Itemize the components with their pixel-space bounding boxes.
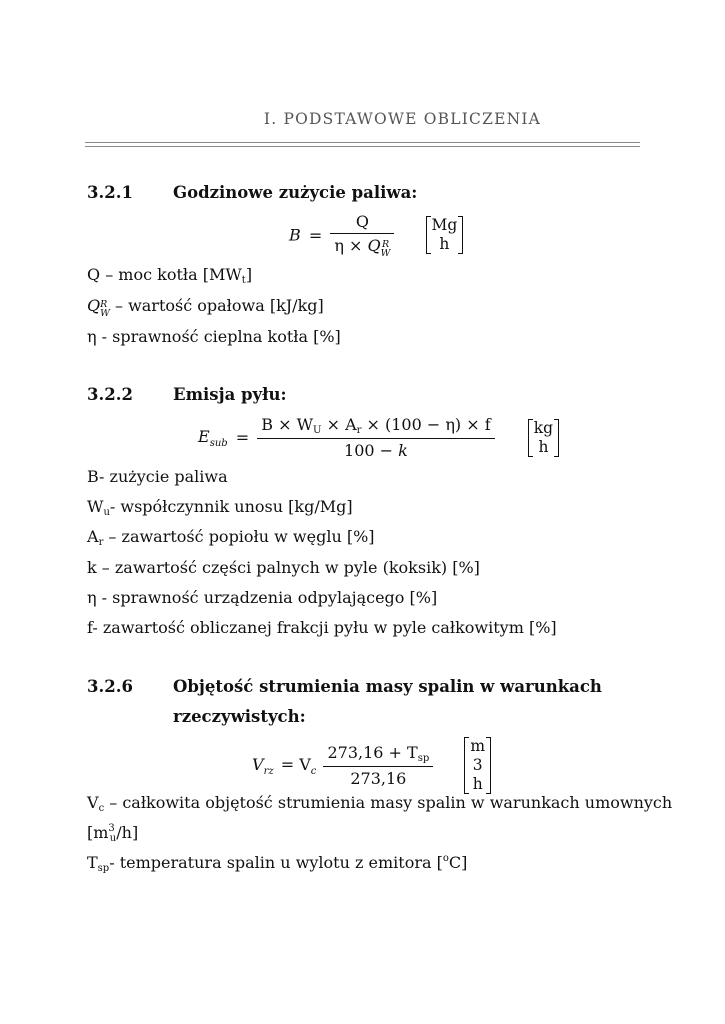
- formula-fraction: [330, 212, 394, 258]
- formula-lhs: $V_{rz}$: [252, 754, 274, 777]
- formula-numerator: $B \times W_U \times A_r \times (100 - \eta) \times f$: [261, 415, 491, 436]
- formula-fraction: [323, 743, 433, 788]
- section-title: Objętość strumienia masy spalin w warunkach: [173, 677, 602, 696]
- formula-lhs: $E_{sub}$: [198, 426, 228, 449]
- section-number: 3.2.1: [87, 183, 133, 202]
- formula-numerator: Q: [355, 212, 369, 231]
- definition-line: $T_{sp}-$ temperatura spalin u wylotu z emitora [$^o$C]: [87, 853, 468, 874]
- section-number: 3.2.6: [87, 677, 133, 696]
- page-header: I. PODSTAWOWE OBLICZENIA: [263, 110, 542, 128]
- header-rule-bottom: [85, 146, 640, 147]
- formula-dust-emission: [198, 415, 559, 460]
- definition-line: B- zużycie paliwa: [87, 467, 228, 486]
- definition-line: Q – moc kotła $[MW_t]$: [87, 265, 253, 286]
- formula-unit: Mg h: [426, 216, 464, 254]
- section-number: 3.2.2: [87, 385, 133, 404]
- formula-equals: =: [235, 428, 250, 447]
- formula-denominator: 273,16: [323, 766, 433, 788]
- definition-line: $V_c$ – całkowita objętość strumienia masy spalin w warunkach umownych: [87, 793, 673, 814]
- header-rule-top: [85, 142, 640, 143]
- section-title: Godzinowe zużycie paliwa:: [173, 183, 418, 202]
- definition-line: Q R W – wartość opałowa [kJ/kg]: [87, 296, 324, 319]
- formula-flue-gas-volume: [252, 737, 491, 794]
- formula-denominator: 100 − k: [257, 438, 494, 460]
- section-title: Emisja pyłu:: [173, 385, 287, 404]
- definition-line: η - sprawność urządzenia odpylającego [%]: [87, 588, 438, 607]
- formula-unit: m 3 h: [464, 737, 491, 794]
- formula-fraction: [257, 415, 494, 460]
- formula-equals: =: [308, 225, 323, 245]
- formula-fuel-consumption: [289, 212, 463, 258]
- definition-line: k – zawartość części palnych w pyle (koksik) [%]: [87, 558, 480, 577]
- formula-equals: = $V_c$: [280, 754, 317, 777]
- formula-unit: kg h: [528, 419, 559, 457]
- definition-line: $[m^3_u/h]$: [87, 823, 139, 844]
- definition-line: f- zawartość obliczanej frakcji pyłu w pyle całkowitym [%]: [87, 618, 557, 637]
- formula-numerator: $273,16 + T_{sp}$: [327, 743, 430, 764]
- formula-denominator: η × Q R W: [330, 233, 394, 258]
- definition-line: $A_r$ – zawartość popiołu w węglu [%]: [87, 527, 375, 548]
- formula-lhs: B: [289, 225, 301, 245]
- definition-line: η - sprawność cieplna kotła [%]: [87, 327, 341, 346]
- definition-line: $W_u-$ współczynnik unosu [kg/Mg]: [87, 497, 353, 518]
- section-title-continued: rzeczywistych:: [173, 707, 306, 726]
